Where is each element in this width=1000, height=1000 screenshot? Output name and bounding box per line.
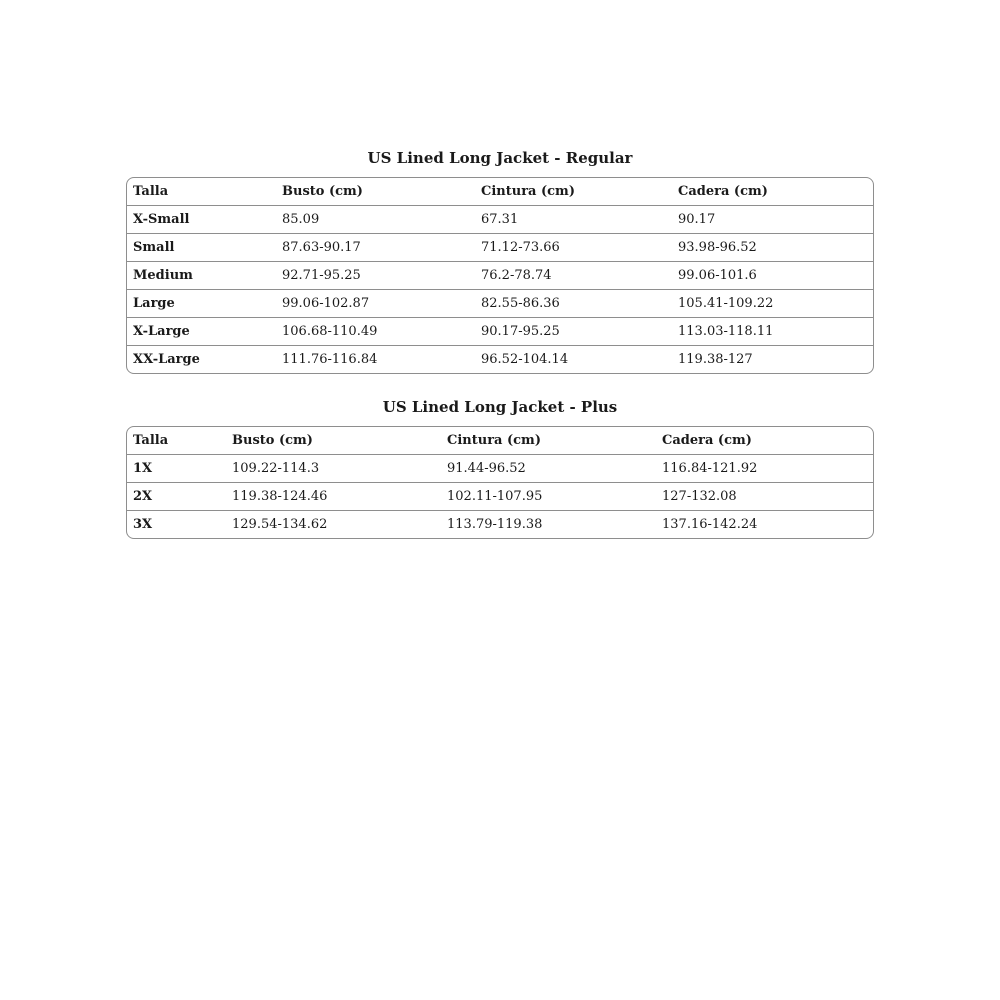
header-waist: Cintura (cm) bbox=[447, 433, 541, 448]
table-row bbox=[127, 346, 874, 374]
size-cell: XX-Large bbox=[127, 346, 276, 374]
table-row bbox=[127, 318, 874, 346]
hip-cell: 93.98-96.52 bbox=[672, 234, 874, 262]
regular-size-section bbox=[126, 148, 874, 374]
table-row bbox=[127, 262, 874, 290]
waist-cell: 76.2-78.74 bbox=[475, 262, 672, 290]
hip-cell: 105.41-109.22 bbox=[672, 290, 874, 318]
waist-cell: 96.52-104.14 bbox=[475, 346, 672, 374]
waist-cell: 90.17-95.25 bbox=[475, 318, 672, 346]
bust-cell: 85.09 bbox=[276, 206, 475, 234]
size-cell: Small bbox=[127, 234, 276, 262]
size-cell: 1X bbox=[127, 455, 226, 483]
header-waist: Cintura (cm) bbox=[481, 184, 575, 199]
size-cell: 3X bbox=[127, 511, 226, 539]
size-cell: X-Small bbox=[127, 206, 276, 234]
hip-cell: 116.84-121.92 bbox=[656, 455, 874, 483]
regular-size-table bbox=[127, 178, 874, 373]
bust-cell: 119.38-124.46 bbox=[226, 483, 441, 511]
table-header-row bbox=[127, 178, 874, 206]
size-cell: 2X bbox=[127, 483, 226, 511]
regular-size-table-frame bbox=[126, 177, 874, 374]
bust-cell: 87.63-90.17 bbox=[276, 234, 475, 262]
header-size: Talla bbox=[133, 433, 169, 448]
hip-cell: 127-132.08 bbox=[656, 483, 874, 511]
header-hip: Cadera (cm) bbox=[662, 433, 752, 448]
table-row bbox=[127, 206, 874, 234]
size-cell: X-Large bbox=[127, 318, 276, 346]
table-row bbox=[127, 511, 874, 539]
header-bust: Busto (cm) bbox=[232, 433, 313, 448]
table-header-row bbox=[127, 427, 874, 455]
hip-cell: 137.16-142.24 bbox=[656, 511, 874, 539]
waist-cell: 102.11-107.95 bbox=[441, 483, 656, 511]
bust-cell: 109.22-114.3 bbox=[226, 455, 441, 483]
waist-cell: 91.44-96.52 bbox=[441, 455, 656, 483]
plus-size-table-frame bbox=[126, 426, 874, 539]
bust-cell: 92.71-95.25 bbox=[276, 262, 475, 290]
header-hip: Cadera (cm) bbox=[678, 184, 768, 199]
waist-cell: 67.31 bbox=[475, 206, 672, 234]
table-row bbox=[127, 455, 874, 483]
header-bust: Busto (cm) bbox=[282, 184, 363, 199]
hip-cell: 119.38-127 bbox=[672, 346, 874, 374]
plus-size-section bbox=[126, 397, 874, 539]
bust-cell: 129.54-134.62 bbox=[226, 511, 441, 539]
plus-table-title: US Lined Long Jacket - Plus bbox=[382, 398, 618, 416]
hip-cell: 90.17 bbox=[672, 206, 874, 234]
table-row bbox=[127, 483, 874, 511]
table-row bbox=[127, 290, 874, 318]
hip-cell: 113.03-118.11 bbox=[672, 318, 874, 346]
bust-cell: 111.76-116.84 bbox=[276, 346, 475, 374]
regular-table-title: US Lined Long Jacket - Regular bbox=[367, 149, 633, 167]
header-size: Talla bbox=[133, 184, 169, 199]
bust-cell: 106.68-110.49 bbox=[276, 318, 475, 346]
size-cell: Medium bbox=[127, 262, 276, 290]
plus-size-table bbox=[127, 427, 874, 538]
hip-cell: 99.06-101.6 bbox=[672, 262, 874, 290]
waist-cell: 71.12-73.66 bbox=[475, 234, 672, 262]
waist-cell: 113.79-119.38 bbox=[441, 511, 656, 539]
bust-cell: 99.06-102.87 bbox=[276, 290, 475, 318]
size-cell: Large bbox=[127, 290, 276, 318]
table-row bbox=[127, 234, 874, 262]
waist-cell: 82.55-86.36 bbox=[475, 290, 672, 318]
